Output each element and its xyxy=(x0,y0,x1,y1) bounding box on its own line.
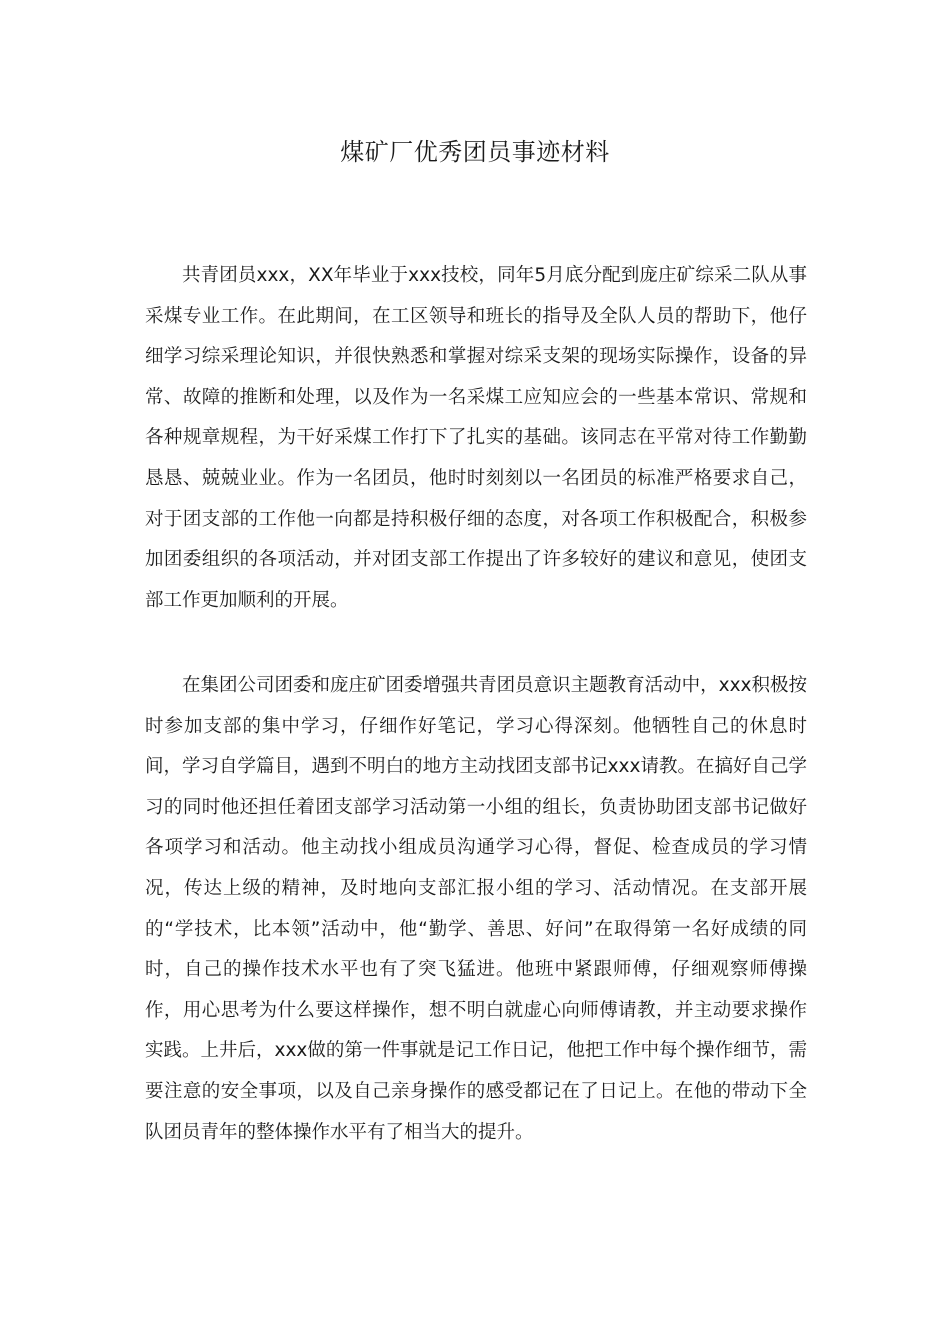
body-paragraph-2: 在集团公司团委和庞庄矿团委增强共青团员意识主题教育活动中，xxx积极按时参加支部的集中学习，仔细作好笔记，学习心得深刻。他牺牲自己的休息时间，学习自学篇目，遇到不明白的地方主动找团支部书记xxx请教。在搞好自己学习的同时他还担任着团支部学习活动第一小组的组长，负责协助团支部书记做好各项学习和活动。他主动找小组成员沟通学习心得，督促、检查成员的学习情况，传达上级的精神，及时地向支部汇报小组的学习、活动情况。在支部开展的“学技术，比本领”活动中，他“勤学、善思、好问”在取得第一名好成绩的同时，自己的操作技术水平也有了突飞猛进。他班中紧跟师傅，仔细观察师傅操作，用心思考为什么要这样操作，想不明白就虚心向师傅请教，并主动要求操作实践。上井后，xxx做的第一件事就是记工作日记，他把工作中每个操作细节，需要注意的安全事项，以及自己亲身操作的感受都记在了日记上。在他的带动下全队团员青年的整体操作水平有了相当大的提升。 xyxy=(145,675,807,1143)
body-paragraph-1: 共青团员xxx，XX年毕业于xxx技校，同年5月底分配到庞庄矿综采二队从事采煤专业工作。在此期间，在工区领导和班长的指导及全队人员的帮助下，他仔细学习综采理论知识，并很快熟悉和掌握对综采支架的现场实际操作，设备的异常、故障的推断和处理，以及作为一名采煤工应知应会的一些基本常识、常规和各种规章规程，为干好采煤工作打下了扎实的基础。该同志在平常对待工作勤勤恳恳、兢兢业业。作为一名团员，他时时刻刻以一名团员的标准严格要求自己，对于团支部的工作他一向都是持积极仔细的态度，对各项工作积极配合，积极参加团委组织的各项活动，并对团支部工作提出了许多较好的建议和意见，使团支部工作更加顺利的开展。 xyxy=(145,265,807,611)
document-title: 煤矿厂优秀团员事迹材料 xyxy=(340,138,610,166)
